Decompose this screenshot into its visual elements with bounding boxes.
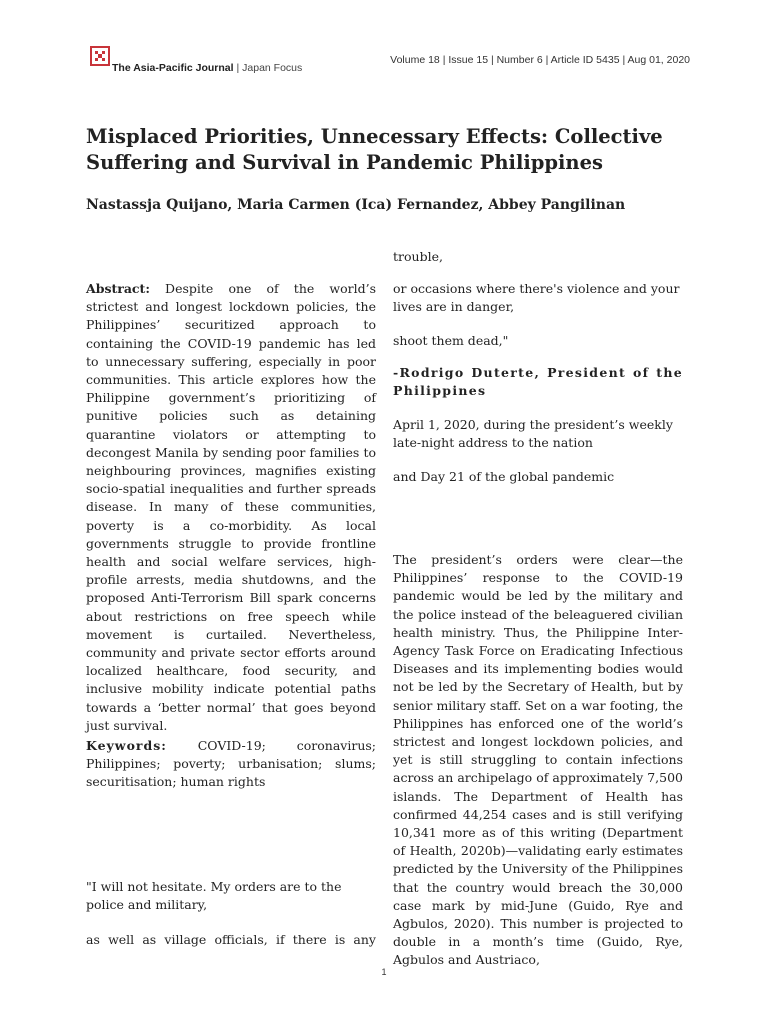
quote-start — [86, 878, 376, 914]
article-title: Misplaced Priorities, Unnecessary Effects: Collective Suffering and Survival in Pandemic Philippines — [86, 125, 663, 174]
keywords-text: COVID-19; coronavirus; Philippines; poverty; urbanisation; slums; securitisation; human rights — [86, 738, 376, 790]
abstract — [86, 280, 376, 735]
keywords — [86, 737, 376, 792]
quote-day: and Day 21 of the global pandemic — [393, 469, 615, 484]
quote-line-2: as well as village officials, if there is any — [86, 932, 376, 947]
quote-date-block — [393, 416, 683, 452]
quote-line-1: "I will not hesitate. My orders are to the police and military, — [86, 879, 342, 913]
article-authors: Nastassja Quijano, Maria Carmen (Ica) Fernandez, Abbey Pangilinan — [86, 197, 626, 213]
quote-line-4: or occasions where there's violence and your lives are in danger, — [393, 281, 680, 315]
quote-day-block — [393, 468, 683, 486]
keywords-block — [86, 737, 376, 792]
left-column — [86, 280, 376, 735]
abstract-label: Abstract: — [86, 281, 150, 296]
quote-attribution — [393, 364, 683, 400]
page-number: 1 — [381, 967, 387, 977]
journal-name — [112, 62, 302, 74]
journal-header — [90, 46, 690, 76]
journal-subtitle: Japan Focus — [242, 62, 303, 74]
abstract-text: Despite one of the world’s strictest and longest lockdown policies, the Philippines’ securitized approach to containing the COVID-19 pandemic has led to unnecessary suffering, especially in poor communities. This article explores how the Philippine government’s prioritizing of punitive policies such as detaining quarantine violators or attempting to decongest Manila by sending poor families to neighbouring provinces, magnifies existing socio-spatial inequalities and further spreads disease. In many of these communities, poverty is a co-morbidity. As local governments struggle to provide frontline health and social welfare services, high-profile arrests, media shutdowns, and the proposed Anti-Terrorism Bill spark concerns about restrictions on free speech while movement is curtailed. Nevertheless, community and private sector efforts around localized healthcare, food security, and inclusive mobility indicate potential paths towards a ‘better normal’ that goes beyond just survival. — [86, 281, 376, 733]
quote-date: April 1, 2020, during the president’s weekly late-night address to the nation — [393, 417, 673, 451]
quote-author: -Rodrigo Duterte, President of the Philippines — [393, 365, 683, 399]
quote-line-3-block — [393, 248, 683, 266]
body-paragraph: The president’s orders were clear—the Philippines’ response to the COVID-19 pandemic would be led by the military and the police instead of the beleaguered civilian health ministry. Thus, the Philippine Inter-Agency Task Force on Eradicating Infectious Diseases and its implementing bodies would not be led by the Secretary of Health, but by senior military staff. Set on a war footing, the Philippines has enforced one of the world’s strictest and longest lockdown policies, and yet is still struggling to contain infections across an archipelago of approximately 7,500 islands. The Department of Health has confirmed 44,254 cases and is still verifying 10,341 more as of this writing (Department of Health, 2020b)—validating early estimates predicted by the University of the Philippines that the country would breach the 30,000 case mark by mid-June (Guido, Rye and Agbulos, 2020). This number is projected to double in a month’s time (Guido, Rye, Agbulos and Austriaco, — [393, 552, 683, 968]
quote-continued — [86, 931, 376, 949]
quote-line-3: trouble, — [393, 249, 443, 264]
quote-line-5: shoot them dead," — [393, 333, 509, 348]
body-text-block — [393, 551, 683, 970]
journal-logo-icon — [90, 46, 110, 66]
quote-line-5-block — [393, 332, 683, 350]
journal-separator: | — [236, 62, 240, 74]
quote-line-4-block — [393, 280, 683, 316]
journal-title: The Asia-Pacific Journal — [112, 62, 234, 74]
article-metadata: Volume 18 | Issue 15 | Number 6 | Article ID 5435 | Aug 01, 2020 — [390, 54, 690, 66]
keywords-label: Keywords: — [86, 738, 167, 753]
